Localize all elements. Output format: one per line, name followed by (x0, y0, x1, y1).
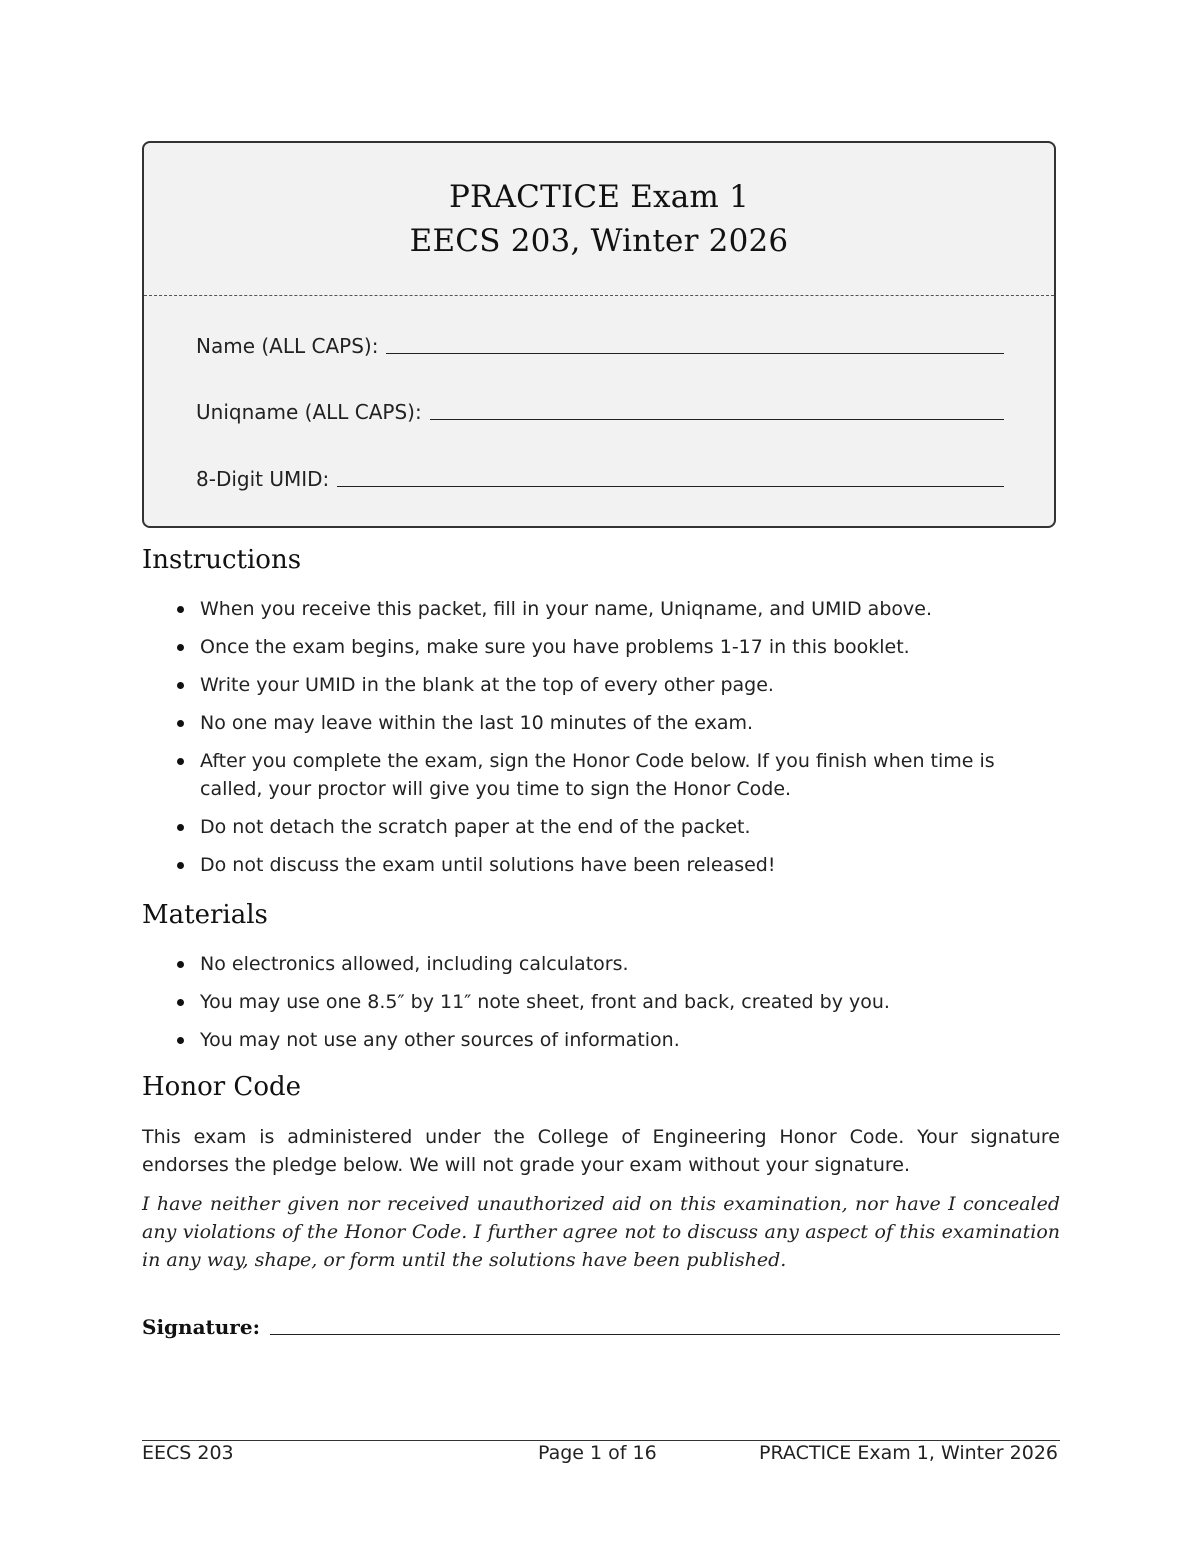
instructions-heading: Instructions (142, 545, 302, 575)
exam-title (144, 175, 1054, 263)
list-item: Do not discuss the exam until solutions have been released! (172, 851, 1062, 879)
honor-code-intro: This exam is administered under the College of Engineering Honor Code. Your signature endorses the pledge below. We will not grade your exam without your signature. (142, 1126, 1060, 1176)
footer-course: EECS 203 (142, 1442, 234, 1464)
honor-code-pledge: I have neither given nor received unauthorized aid on this examination, nor have I concealed any violations of the Honor Code. I further agree not to discuss any aspect of this examination in any way, shape, or form until the solutions have been published. (142, 1193, 1060, 1271)
name-field-blank[interactable] (386, 353, 1004, 354)
uniqname-field-blank[interactable] (430, 419, 1004, 420)
materials-heading: Materials (142, 900, 268, 930)
instructions-list (172, 595, 1062, 889)
list-item: Do not detach the scratch paper at the end of the packet. (172, 813, 1062, 841)
materials-list (172, 950, 1062, 1064)
exam-title-line1: PRACTICE Exam 1 (449, 179, 749, 215)
footer-exam-title: PRACTICE Exam 1, Winter 2026 (759, 1442, 1058, 1464)
list-item: You may use one 8.5″ by 11″ note sheet, front and back, created by you. (172, 988, 1062, 1016)
header-divider (144, 295, 1054, 296)
name-field[interactable] (196, 334, 1004, 358)
name-field-label: Name (ALL CAPS): (196, 334, 379, 358)
list-item: No electronics allowed, including calculators. (172, 950, 1062, 978)
list-item: You may not use any other sources of information. (172, 1026, 1062, 1054)
list-item: Write your UMID in the blank at the top of every other page. (172, 671, 1062, 699)
umid-field-blank[interactable] (337, 486, 1004, 487)
list-item: No one may leave within the last 10 minutes of the exam. (172, 709, 1062, 737)
signature-blank[interactable] (270, 1334, 1060, 1335)
uniqname-field-label: Uniqname (ALL CAPS): (196, 400, 422, 424)
footer-page-number: Page 1 of 16 (538, 1442, 657, 1464)
list-item: Once the exam begins, make sure you have problems 1-17 in this booklet. (172, 633, 1062, 661)
header-box (142, 141, 1056, 528)
honor-code-heading: Honor Code (142, 1072, 301, 1102)
umid-field-label: 8-Digit UMID: (196, 467, 330, 491)
umid-field[interactable] (196, 467, 1004, 491)
exam-title-line2: EECS 203, Winter 2026 (409, 223, 789, 259)
signature-label: Signature: (142, 1315, 260, 1339)
list-item: When you receive this packet, fill in your name, Uniqname, and UMID above. (172, 595, 1062, 623)
footer-rule (142, 1440, 1060, 1441)
list-item: After you complete the exam, sign the Honor Code below. If you finish when time is called, your proctor will give you time to sign the Honor Code. (172, 747, 1062, 803)
signature-field[interactable] (142, 1315, 1060, 1339)
uniqname-field[interactable] (196, 400, 1004, 424)
